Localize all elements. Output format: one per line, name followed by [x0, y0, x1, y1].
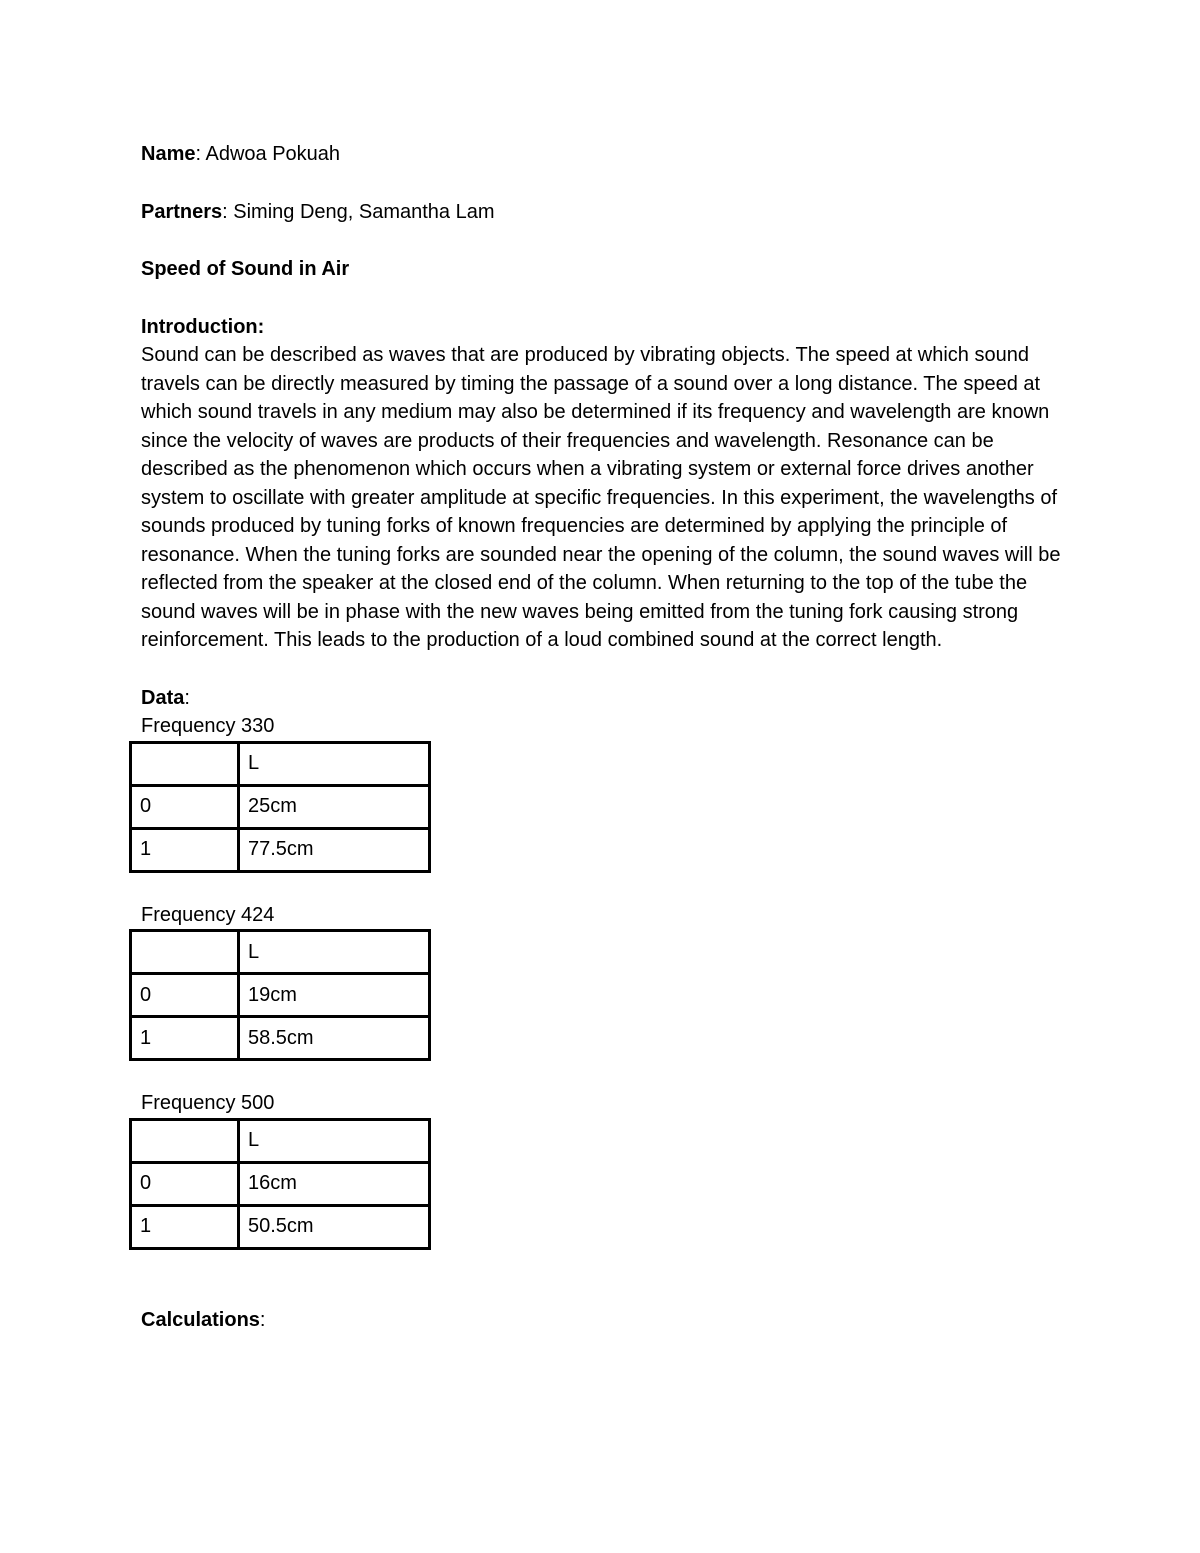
table-row [131, 828, 430, 871]
table-cell: 16cm [239, 1162, 430, 1205]
table-cell: 50.5cm [239, 1205, 430, 1248]
table-cell: 19cm [239, 974, 430, 1017]
table-cell [131, 1119, 239, 1162]
table-row [131, 1162, 430, 1205]
table-cell: 1 [131, 1017, 239, 1060]
table-header-row [131, 931, 430, 974]
table-cell: L [239, 742, 430, 785]
introduction-heading: Introduction: [141, 315, 265, 338]
table-row [131, 1205, 430, 1248]
table-header-row [131, 742, 430, 785]
table-row [131, 974, 430, 1017]
calculations-heading-suffix: : [259, 1308, 266, 1331]
table-cell: 1 [131, 1205, 239, 1248]
table-caption-500: Frequency 500 [141, 1092, 275, 1114]
table-cell [131, 931, 239, 974]
table-cell: L [239, 931, 430, 974]
table-cell: 77.5cm [239, 828, 430, 871]
table-header-row [131, 1119, 430, 1162]
table-cell: L [239, 1119, 430, 1162]
data-heading: Data [141, 686, 185, 709]
data-table-500 [129, 1118, 431, 1250]
table-caption-424: Frequency 424 [141, 903, 275, 926]
document-title: Speed of Sound in Air [141, 258, 350, 280]
introduction-body: Sound can be described as waves that are produced by vibrating objects. The speed at which sound travels can be directly measured by timing the passage of a sound over a long distance. The speed at which sound travels in any medium may also be determined if its frequency and wavelength are known since the velocity of waves are products of their frequencies and wavelength. Resonance can be described as the phenomenon which occurs when a vibrating system or external force drives another system to oscillate with greater amplitude at specific frequencies. In this experiment, the wavelengths of sounds produced by tuning forks of known frequencies are determined by applying the principle of resonance. When the tuning forks are sounded near the opening of the column, the sound waves will be reflected from the speaker at the closed end of the column. When returning to the top of the tube the sound waves will be in phase with the new waves being emitted from the tuning fork causing strong reinforcement. This leads to the production of a loud combined sound at the correct length. [141, 344, 1061, 651]
table-cell: 0 [131, 1162, 239, 1205]
partners-label: Partners [141, 200, 223, 223]
table-cell: 58.5cm [239, 1017, 430, 1060]
partners-line [141, 198, 1071, 227]
name-label: Name [141, 143, 196, 165]
data-table-330 [129, 741, 431, 873]
partners-value: : Siming Deng, Samantha Lam [222, 200, 495, 223]
table-cell: 25cm [239, 785, 430, 828]
data-heading-suffix: : [184, 686, 190, 709]
table-caption-330: Frequency 330 [141, 715, 275, 737]
table-row [131, 1017, 430, 1060]
table-cell: 0 [131, 974, 239, 1017]
data-table-424 [129, 929, 431, 1061]
table-cell: 0 [131, 785, 239, 828]
table-cell: 1 [131, 828, 239, 871]
table-cell [131, 742, 239, 785]
name-line [141, 140, 1071, 169]
data-heading-line [141, 684, 1071, 713]
calculations-heading: Calculations [141, 1308, 260, 1331]
document-page [141, 140, 1071, 1334]
calculations-heading-line [141, 1306, 1071, 1335]
name-value: : Adwoa Pokuah [195, 143, 341, 165]
table-row [131, 785, 430, 828]
